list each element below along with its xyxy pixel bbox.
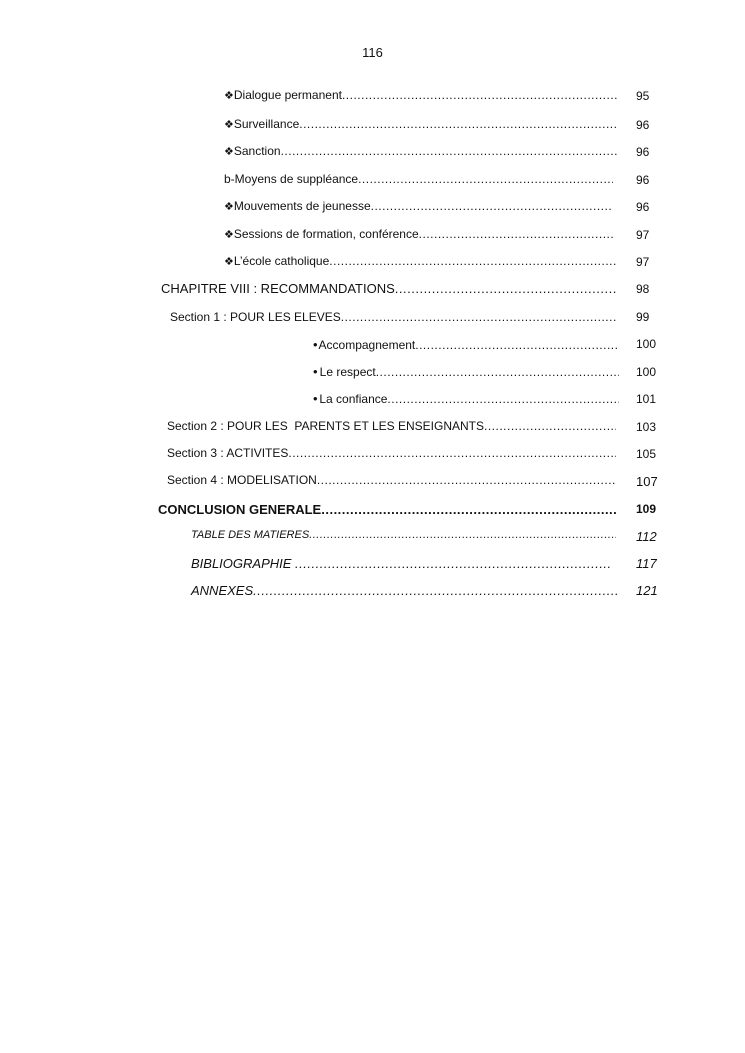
toc-entry-label: Section 4 : MODELISATION [167, 473, 317, 487]
toc-entry-page: 97 [636, 255, 650, 269]
toc-entry-label: Section 1 : POUR LES ELEVES [170, 310, 341, 324]
toc-entry-page: 96 [636, 200, 650, 214]
toc-entry-label: Sessions de formation, conférence [233, 227, 419, 241]
dot-leader [395, 281, 616, 296]
toc-entry-accompagnement [313, 337, 617, 352]
dot-leader [342, 88, 617, 102]
diamond-bullet-icon: ❖ [224, 229, 234, 241]
toc-entry-page: 96 [636, 145, 650, 159]
toc-entry-page: 100 [636, 337, 657, 351]
dot-leader [253, 583, 618, 598]
dot-leader [295, 556, 610, 571]
toc-section-4 [167, 473, 617, 487]
toc-entry-page: 99 [636, 310, 650, 324]
toc-entry-le-respect [313, 364, 619, 379]
dot-leader [358, 172, 613, 186]
toc-entry-page: 107 [636, 474, 658, 489]
dot-leader [299, 117, 617, 131]
toc-entry-page: 96 [636, 118, 650, 132]
toc-entry-page: 105 [636, 447, 657, 461]
dot-leader [484, 419, 616, 433]
toc-entry-label: Le respect [319, 365, 376, 379]
toc-bibliographie [191, 556, 610, 571]
diamond-bullet-icon: ❖ [224, 146, 234, 158]
diamond-bullet-icon: ❖ [224, 256, 234, 268]
toc-entry-moyens-de-suppleance [224, 172, 613, 186]
list-letter-marker: b- [224, 172, 235, 186]
toc-entry-label: Sanction [233, 144, 281, 158]
toc-entry-ecole-catholique [224, 254, 617, 268]
toc-entry-surveillance [224, 117, 617, 131]
toc-entry-sessions-de-formation [224, 227, 613, 241]
toc-entry-label: ANNEXES [191, 583, 254, 598]
round-bullet-icon: • [313, 391, 318, 406]
toc-entry-dialogue-permanent [224, 88, 617, 102]
diamond-bullet-icon: ❖ [224, 90, 234, 102]
page-number: 116 [362, 45, 383, 60]
toc-entry-label: CONCLUSION GENERALE [158, 502, 322, 517]
dot-leader [371, 199, 613, 213]
toc-entry-label: Mouvements de jeunesse [233, 199, 371, 213]
dot-leader [376, 365, 619, 379]
toc-table-des-matieres [191, 529, 616, 541]
toc-entry-label: La confiance [319, 392, 388, 406]
toc-entry-la-confiance [313, 391, 619, 406]
toc-entry-page: 112 [636, 529, 657, 544]
toc-annexes [191, 583, 618, 598]
dot-leader [321, 502, 617, 517]
diamond-bullet-icon: ❖ [224, 201, 234, 213]
toc-entry-label: Section 3 : ACTIVITES [167, 446, 289, 460]
dot-leader [329, 254, 617, 268]
dot-leader [288, 446, 616, 460]
dot-leader [317, 473, 617, 487]
toc-entry-label: L’école catholique [233, 254, 330, 268]
toc-section-1 [170, 310, 616, 324]
toc-entry-label: Dialogue permanent [233, 88, 342, 102]
toc-entry-mouvements-de-jeunesse [224, 199, 613, 213]
toc-entry-page: 103 [636, 420, 657, 434]
toc-entry-label: BIBLIOGRAPHIE [191, 556, 296, 571]
toc-entry-page: 109 [636, 502, 657, 516]
dot-leader [309, 529, 616, 541]
toc-entry-page: 96 [636, 173, 650, 187]
toc-entry-label: Section 2 : POUR LES PARENTS ET LES ENSEIGNANTS [167, 419, 484, 433]
toc-section-3 [167, 446, 616, 460]
toc-entry-label: Surveillance [233, 117, 300, 131]
toc-entry-page: 98 [636, 282, 650, 296]
toc-chapter-viii [161, 281, 616, 296]
toc-entry-page: 97 [636, 228, 650, 242]
toc-entry-page: 117 [636, 556, 657, 571]
dot-leader [341, 310, 616, 324]
round-bullet-icon: • [313, 364, 318, 379]
toc-entry-page: 100 [636, 365, 657, 379]
toc-entry-page: 95 [636, 89, 650, 103]
toc-entry-label: Accompagnement [318, 338, 416, 352]
diamond-bullet-icon: ❖ [224, 119, 234, 131]
toc-section-2 [167, 419, 616, 433]
dot-leader [281, 144, 617, 158]
toc-entry-label: Moyens de suppléance [234, 172, 359, 186]
toc-conclusion-generale [158, 502, 617, 517]
toc-entry-page: 101 [636, 392, 657, 406]
dot-leader [415, 338, 617, 352]
toc-entry-sanction [224, 144, 617, 158]
dot-leader [387, 392, 619, 406]
round-bullet-icon: • [313, 337, 318, 352]
toc-entry-label: TABLE DES MATIERES [191, 529, 310, 541]
toc-entry-label: CHAPITRE VIII : RECOMMANDATIONS [161, 281, 395, 296]
dot-leader [419, 227, 613, 241]
toc-entry-page: 121 [636, 583, 658, 598]
